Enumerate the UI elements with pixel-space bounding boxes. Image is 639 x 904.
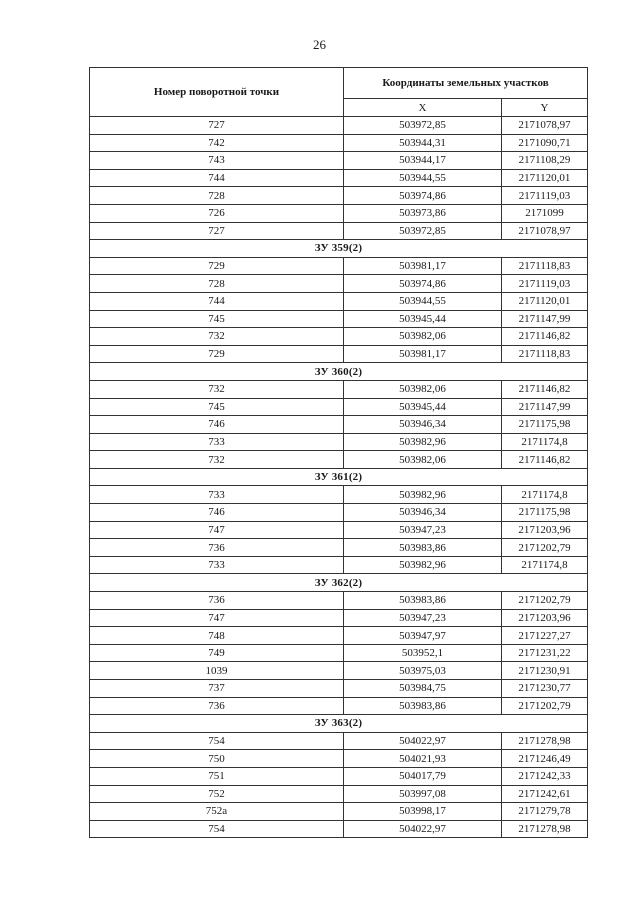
x-coordinate-cell: 503982,96	[344, 486, 502, 504]
point-number-cell: 732	[90, 451, 344, 469]
table-row	[90, 697, 588, 715]
y-coordinate-cell: 2171175,98	[502, 504, 588, 522]
x-coordinate-cell: 503982,06	[344, 328, 502, 346]
point-number-cell: 744	[90, 292, 344, 310]
table-row	[90, 592, 588, 610]
table-row	[90, 257, 588, 275]
table-row	[90, 222, 588, 240]
table-row	[90, 275, 588, 293]
y-coordinate-cell: 2171090,71	[502, 134, 588, 152]
point-number-cell: 744	[90, 169, 344, 187]
point-number-cell: 745	[90, 310, 344, 328]
x-coordinate-cell: 503982,06	[344, 380, 502, 398]
table-row	[90, 486, 588, 504]
y-coordinate-cell: 2171203,96	[502, 521, 588, 539]
y-coordinate-cell: 2171278,98	[502, 820, 588, 838]
table-row	[90, 521, 588, 539]
x-coordinate-cell: 503973,86	[344, 204, 502, 222]
y-coordinate-cell: 2171120,01	[502, 292, 588, 310]
point-number-cell: 729	[90, 345, 344, 363]
x-coordinate-cell: 503972,85	[344, 222, 502, 240]
coordinates-table	[89, 67, 588, 838]
point-number-cell: 750	[90, 750, 344, 768]
section-row	[90, 715, 588, 733]
y-coordinate-cell: 2171099	[502, 204, 588, 222]
y-coordinate-cell: 2171078,97	[502, 117, 588, 135]
y-coordinate-cell: 2171120,01	[502, 169, 588, 187]
y-coordinate-cell: 2171119,03	[502, 187, 588, 205]
point-number-cell: 737	[90, 680, 344, 698]
section-title: ЗУ 361(2)	[90, 468, 588, 486]
section-row	[90, 574, 588, 592]
table-row	[90, 820, 588, 838]
y-coordinate-cell: 2171147,99	[502, 398, 588, 416]
table-row	[90, 785, 588, 803]
table-row	[90, 767, 588, 785]
point-number-cell: 732	[90, 380, 344, 398]
y-coordinate-cell: 2171203,96	[502, 609, 588, 627]
point-number-cell: 733	[90, 486, 344, 504]
table-row	[90, 310, 588, 328]
x-coordinate-cell: 503982,06	[344, 451, 502, 469]
x-coordinate-cell: 503947,23	[344, 521, 502, 539]
table-row	[90, 732, 588, 750]
y-coordinate-cell: 2171119,03	[502, 275, 588, 293]
x-coordinate-cell: 503944,31	[344, 134, 502, 152]
table-row	[90, 416, 588, 434]
section-row	[90, 240, 588, 258]
y-coordinate-cell: 2171175,98	[502, 416, 588, 434]
x-coordinate-cell: 503983,86	[344, 697, 502, 715]
x-coordinate-cell: 503984,75	[344, 680, 502, 698]
y-coordinate-cell: 2171174,8	[502, 433, 588, 451]
y-coordinate-cell: 2171242,61	[502, 785, 588, 803]
point-number-cell: 728	[90, 275, 344, 293]
point-number-cell: 746	[90, 504, 344, 522]
x-coordinate-cell: 504021,93	[344, 750, 502, 768]
point-number-cell: 749	[90, 644, 344, 662]
section-row	[90, 363, 588, 381]
section-title: ЗУ 362(2)	[90, 574, 588, 592]
y-coordinate-cell: 2171278,98	[502, 732, 588, 750]
x-coordinate-cell: 503945,44	[344, 398, 502, 416]
point-number-cell: 747	[90, 521, 344, 539]
x-coordinate-cell: 503981,17	[344, 345, 502, 363]
x-coordinate-cell: 503983,86	[344, 592, 502, 610]
x-coordinate-cell: 503975,03	[344, 662, 502, 680]
table-row	[90, 750, 588, 768]
y-coordinate-cell: 2171246,49	[502, 750, 588, 768]
point-number-cell: 752a	[90, 803, 344, 821]
y-coordinate-cell: 2171146,82	[502, 380, 588, 398]
point-number-cell: 736	[90, 697, 344, 715]
page-number: 26	[313, 37, 326, 52]
table-row	[90, 292, 588, 310]
x-coordinate-cell: 503947,97	[344, 627, 502, 645]
table-row	[90, 451, 588, 469]
table-row	[90, 328, 588, 346]
point-number-cell: 747	[90, 609, 344, 627]
x-coordinate-cell: 503947,23	[344, 609, 502, 627]
table-row	[90, 117, 588, 135]
x-coordinate-cell: 503974,86	[344, 187, 502, 205]
x-coordinate-cell: 503946,34	[344, 416, 502, 434]
x-coordinate-cell: 503982,96	[344, 433, 502, 451]
y-column-header: Y	[502, 99, 588, 117]
point-number-cell: 727	[90, 222, 344, 240]
table-row	[90, 134, 588, 152]
y-coordinate-cell: 2171147,99	[502, 310, 588, 328]
point-number-cell: 752	[90, 785, 344, 803]
table-row	[90, 345, 588, 363]
y-coordinate-cell: 2171279,78	[502, 803, 588, 821]
point-number-cell: 733	[90, 556, 344, 574]
x-coordinate-cell: 503972,85	[344, 117, 502, 135]
table-row	[90, 380, 588, 398]
y-coordinate-cell: 2171202,79	[502, 539, 588, 557]
point-number-cell: 736	[90, 592, 344, 610]
table-row	[90, 433, 588, 451]
table-row	[90, 644, 588, 662]
point-number-cell: 748	[90, 627, 344, 645]
y-coordinate-cell: 2171231,22	[502, 644, 588, 662]
y-coordinate-cell: 2171202,79	[502, 697, 588, 715]
section-row	[90, 468, 588, 486]
x-coordinate-cell: 503998,17	[344, 803, 502, 821]
y-coordinate-cell: 2171174,8	[502, 556, 588, 574]
table-row	[90, 627, 588, 645]
section-title: ЗУ 363(2)	[90, 715, 588, 733]
point-number-cell: 742	[90, 134, 344, 152]
table-row	[90, 152, 588, 170]
table-body	[90, 117, 588, 838]
x-coordinate-cell: 503944,55	[344, 292, 502, 310]
table-row	[90, 609, 588, 627]
x-column-header: X	[344, 99, 502, 117]
x-coordinate-cell: 503982,96	[344, 556, 502, 574]
x-coordinate-cell: 504022,97	[344, 732, 502, 750]
y-coordinate-cell: 2171146,82	[502, 451, 588, 469]
point-number-header: Номер поворотной точки	[90, 68, 344, 117]
x-coordinate-cell: 503997,08	[344, 785, 502, 803]
coordinates-header: Координаты земельных участков	[344, 68, 588, 99]
point-number-cell: 754	[90, 732, 344, 750]
point-number-cell: 729	[90, 257, 344, 275]
point-number-cell: 733	[90, 433, 344, 451]
y-coordinate-cell: 2171118,83	[502, 257, 588, 275]
y-coordinate-cell: 2171078,97	[502, 222, 588, 240]
point-number-cell: 745	[90, 398, 344, 416]
point-number-cell: 746	[90, 416, 344, 434]
point-number-cell: 743	[90, 152, 344, 170]
y-coordinate-cell: 2171108,29	[502, 152, 588, 170]
x-coordinate-cell: 503952,1	[344, 644, 502, 662]
table-row	[90, 662, 588, 680]
x-coordinate-cell: 503946,34	[344, 504, 502, 522]
table-row	[90, 556, 588, 574]
section-title: ЗУ 359(2)	[90, 240, 588, 258]
x-coordinate-cell: 503944,55	[344, 169, 502, 187]
point-number-cell: 736	[90, 539, 344, 557]
point-number-cell: 728	[90, 187, 344, 205]
table-row	[90, 803, 588, 821]
point-number-cell: 754	[90, 820, 344, 838]
point-number-cell: 1039	[90, 662, 344, 680]
y-coordinate-cell: 2171202,79	[502, 592, 588, 610]
table-row	[90, 204, 588, 222]
x-coordinate-cell: 503981,17	[344, 257, 502, 275]
table-row	[90, 169, 588, 187]
table-row	[90, 539, 588, 557]
y-coordinate-cell: 2171174,8	[502, 486, 588, 504]
x-coordinate-cell: 503974,86	[344, 275, 502, 293]
table-row	[90, 504, 588, 522]
point-number-cell: 751	[90, 767, 344, 785]
table-row	[90, 680, 588, 698]
x-coordinate-cell: 504017,79	[344, 767, 502, 785]
x-coordinate-cell: 504022,97	[344, 820, 502, 838]
x-coordinate-cell: 503983,86	[344, 539, 502, 557]
point-number-cell: 726	[90, 204, 344, 222]
y-coordinate-cell: 2171230,77	[502, 680, 588, 698]
point-number-cell: 732	[90, 328, 344, 346]
table-row	[90, 398, 588, 416]
y-coordinate-cell: 2171118,83	[502, 345, 588, 363]
y-coordinate-cell: 2171227,27	[502, 627, 588, 645]
point-number-cell: 727	[90, 117, 344, 135]
y-coordinate-cell: 2171242,33	[502, 767, 588, 785]
table-row	[90, 187, 588, 205]
y-coordinate-cell: 2171146,82	[502, 328, 588, 346]
x-coordinate-cell: 503945,44	[344, 310, 502, 328]
y-coordinate-cell: 2171230,91	[502, 662, 588, 680]
x-coordinate-cell: 503944,17	[344, 152, 502, 170]
section-title: ЗУ 360(2)	[90, 363, 588, 381]
